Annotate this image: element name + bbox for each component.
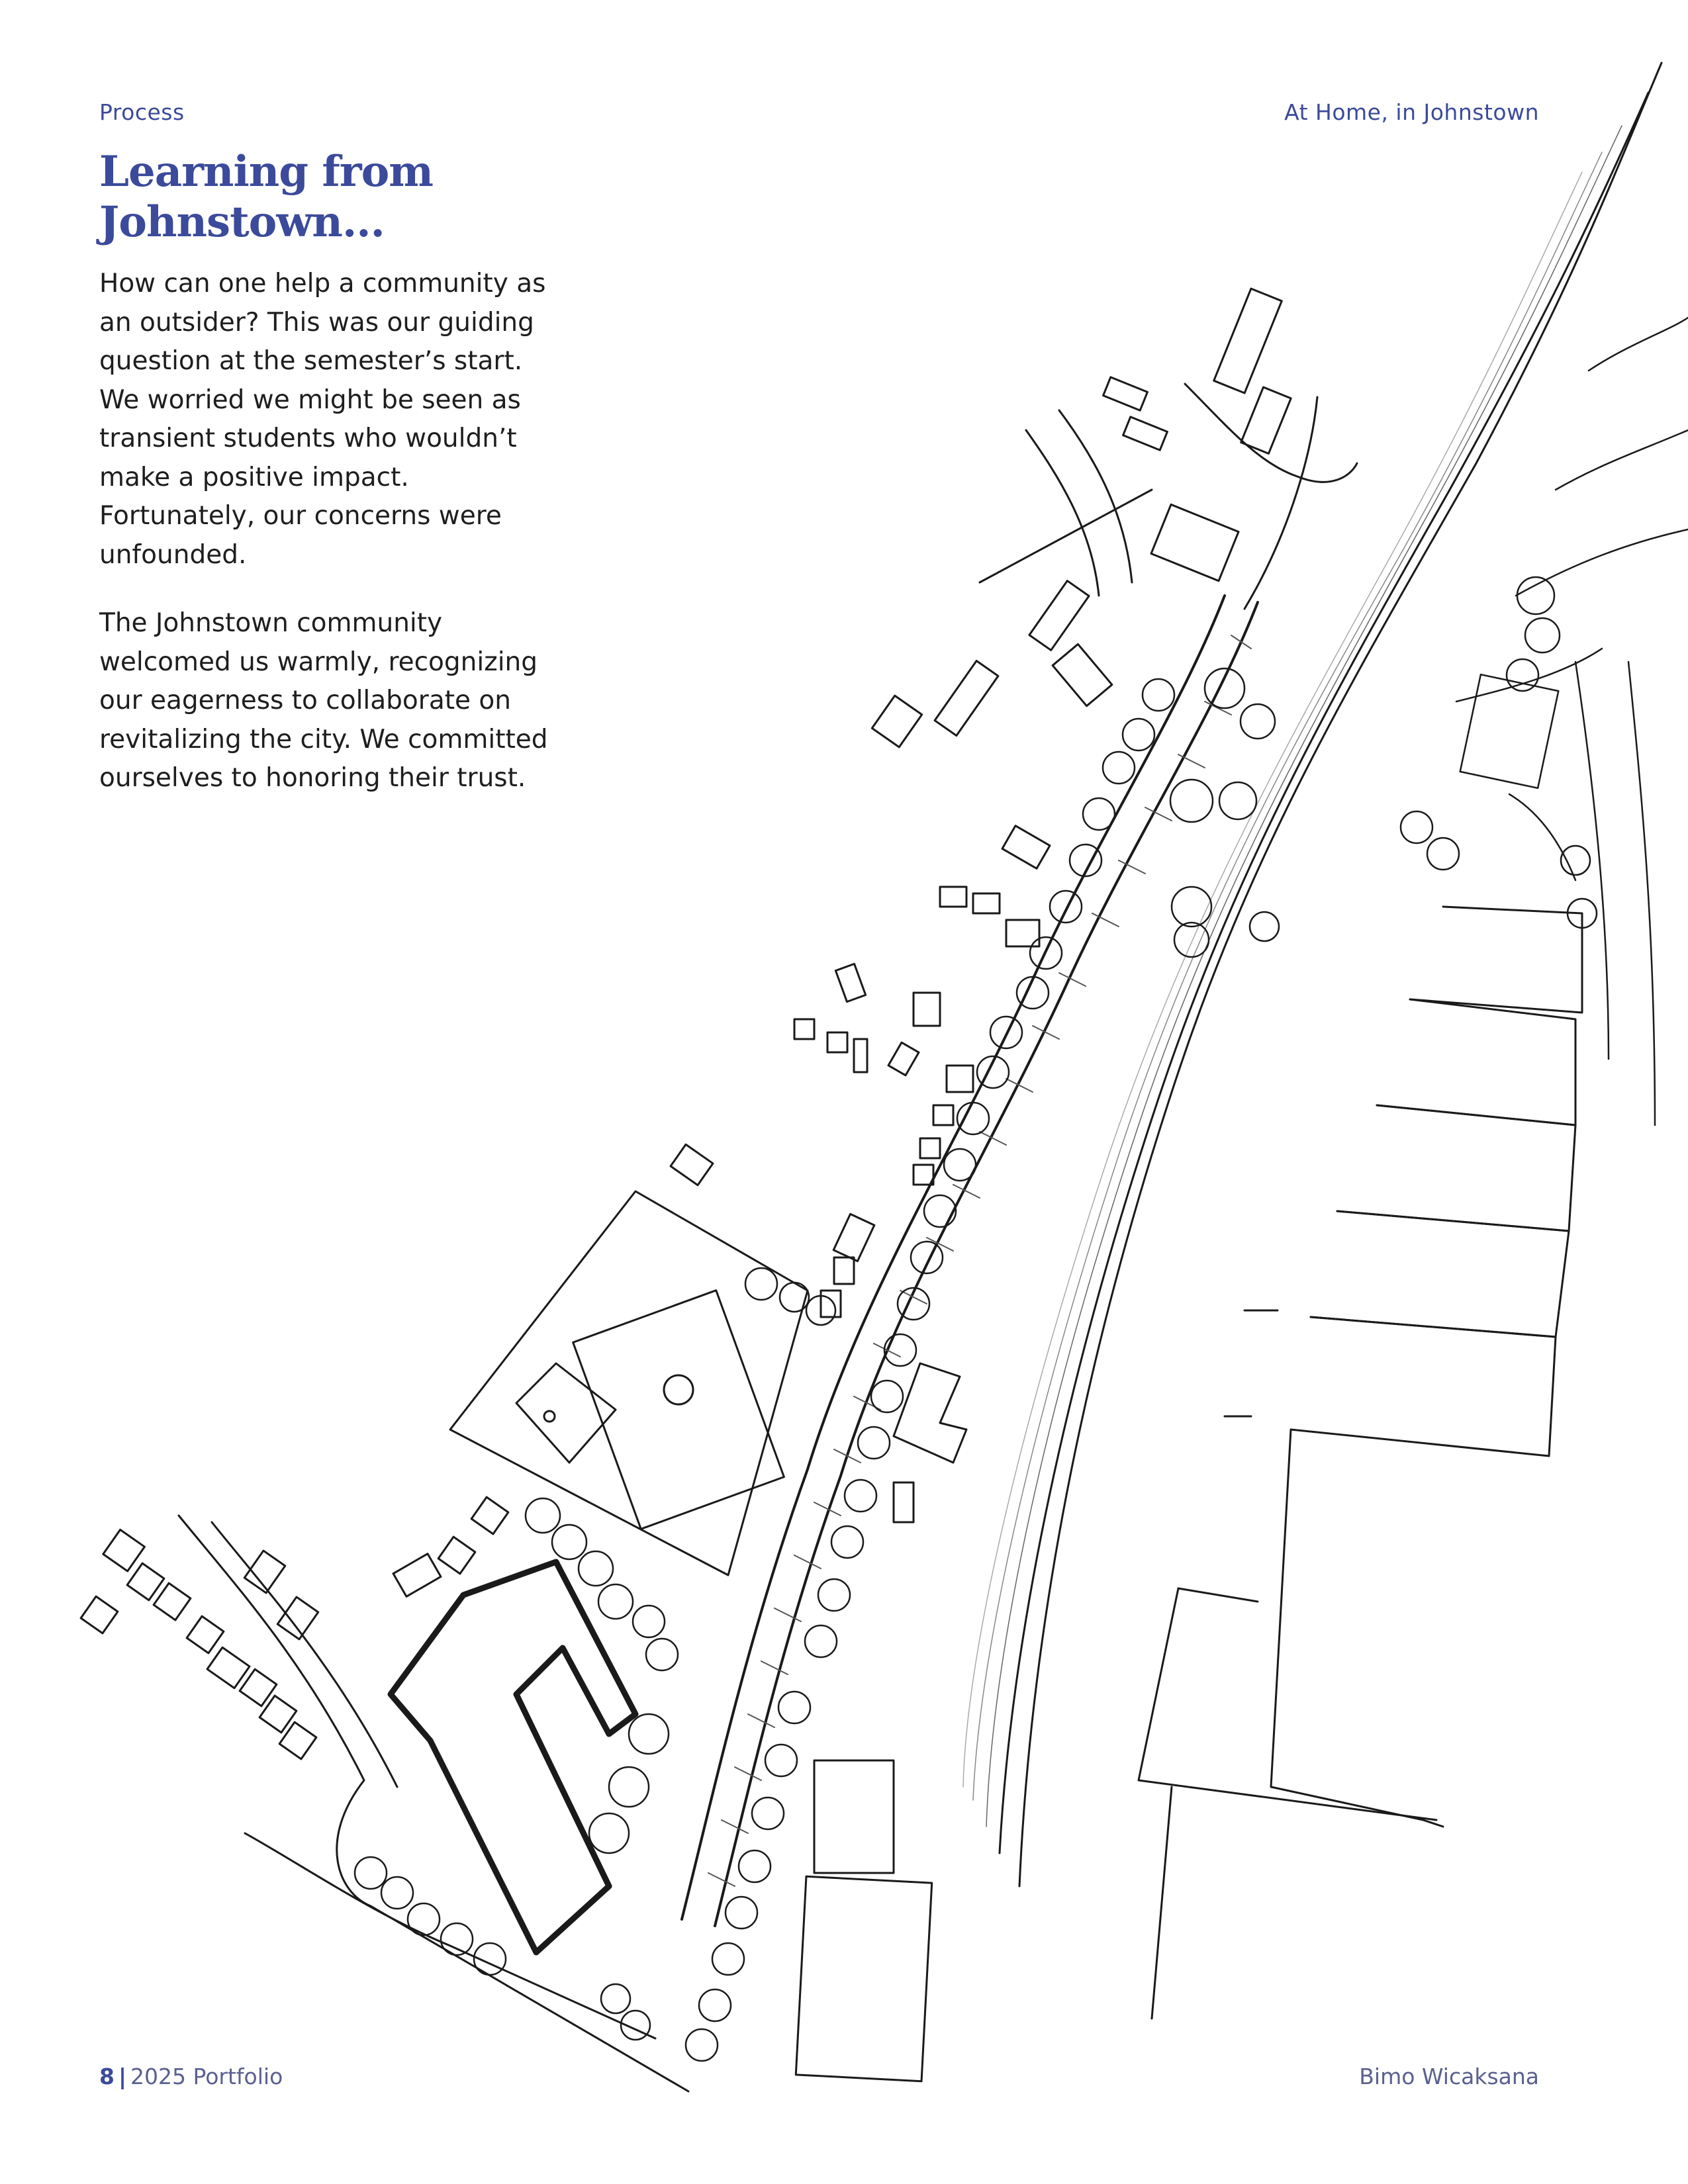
trees: [355, 577, 1597, 2061]
park-details: [1456, 318, 1688, 1125]
paragraph-community: The Johnstown community welcomed us warmly, recognizing our eagerness to collaborate on revitalizing the city. We committed ourselves to honoring their trust.: [99, 608, 548, 793]
page-footer-left: [99, 2064, 283, 2089]
section-label: Process: [99, 99, 185, 125]
river-lines: [963, 63, 1662, 1886]
houses: [81, 289, 1291, 1759]
portfolio-label: 2025 Portfolio: [130, 2064, 283, 2089]
school-building: [391, 1562, 635, 1952]
project-title: At Home, in Johnstown: [1284, 99, 1539, 125]
footer-separator: |: [118, 2064, 127, 2089]
author-name: Bimo Wicaksana: [1359, 2064, 1539, 2089]
page-number: 8: [99, 2064, 115, 2089]
page-title: Learning from Johnstown...: [99, 147, 433, 247]
streets: [179, 384, 1357, 2091]
paragraph-intro: How can one help a community as an outsider? This was our guiding question at the semester’s start. We worried we might be seen as transient students who wouldn’t make a positive impact. Fortunately, our concerns were unfounded.: [99, 269, 546, 570]
